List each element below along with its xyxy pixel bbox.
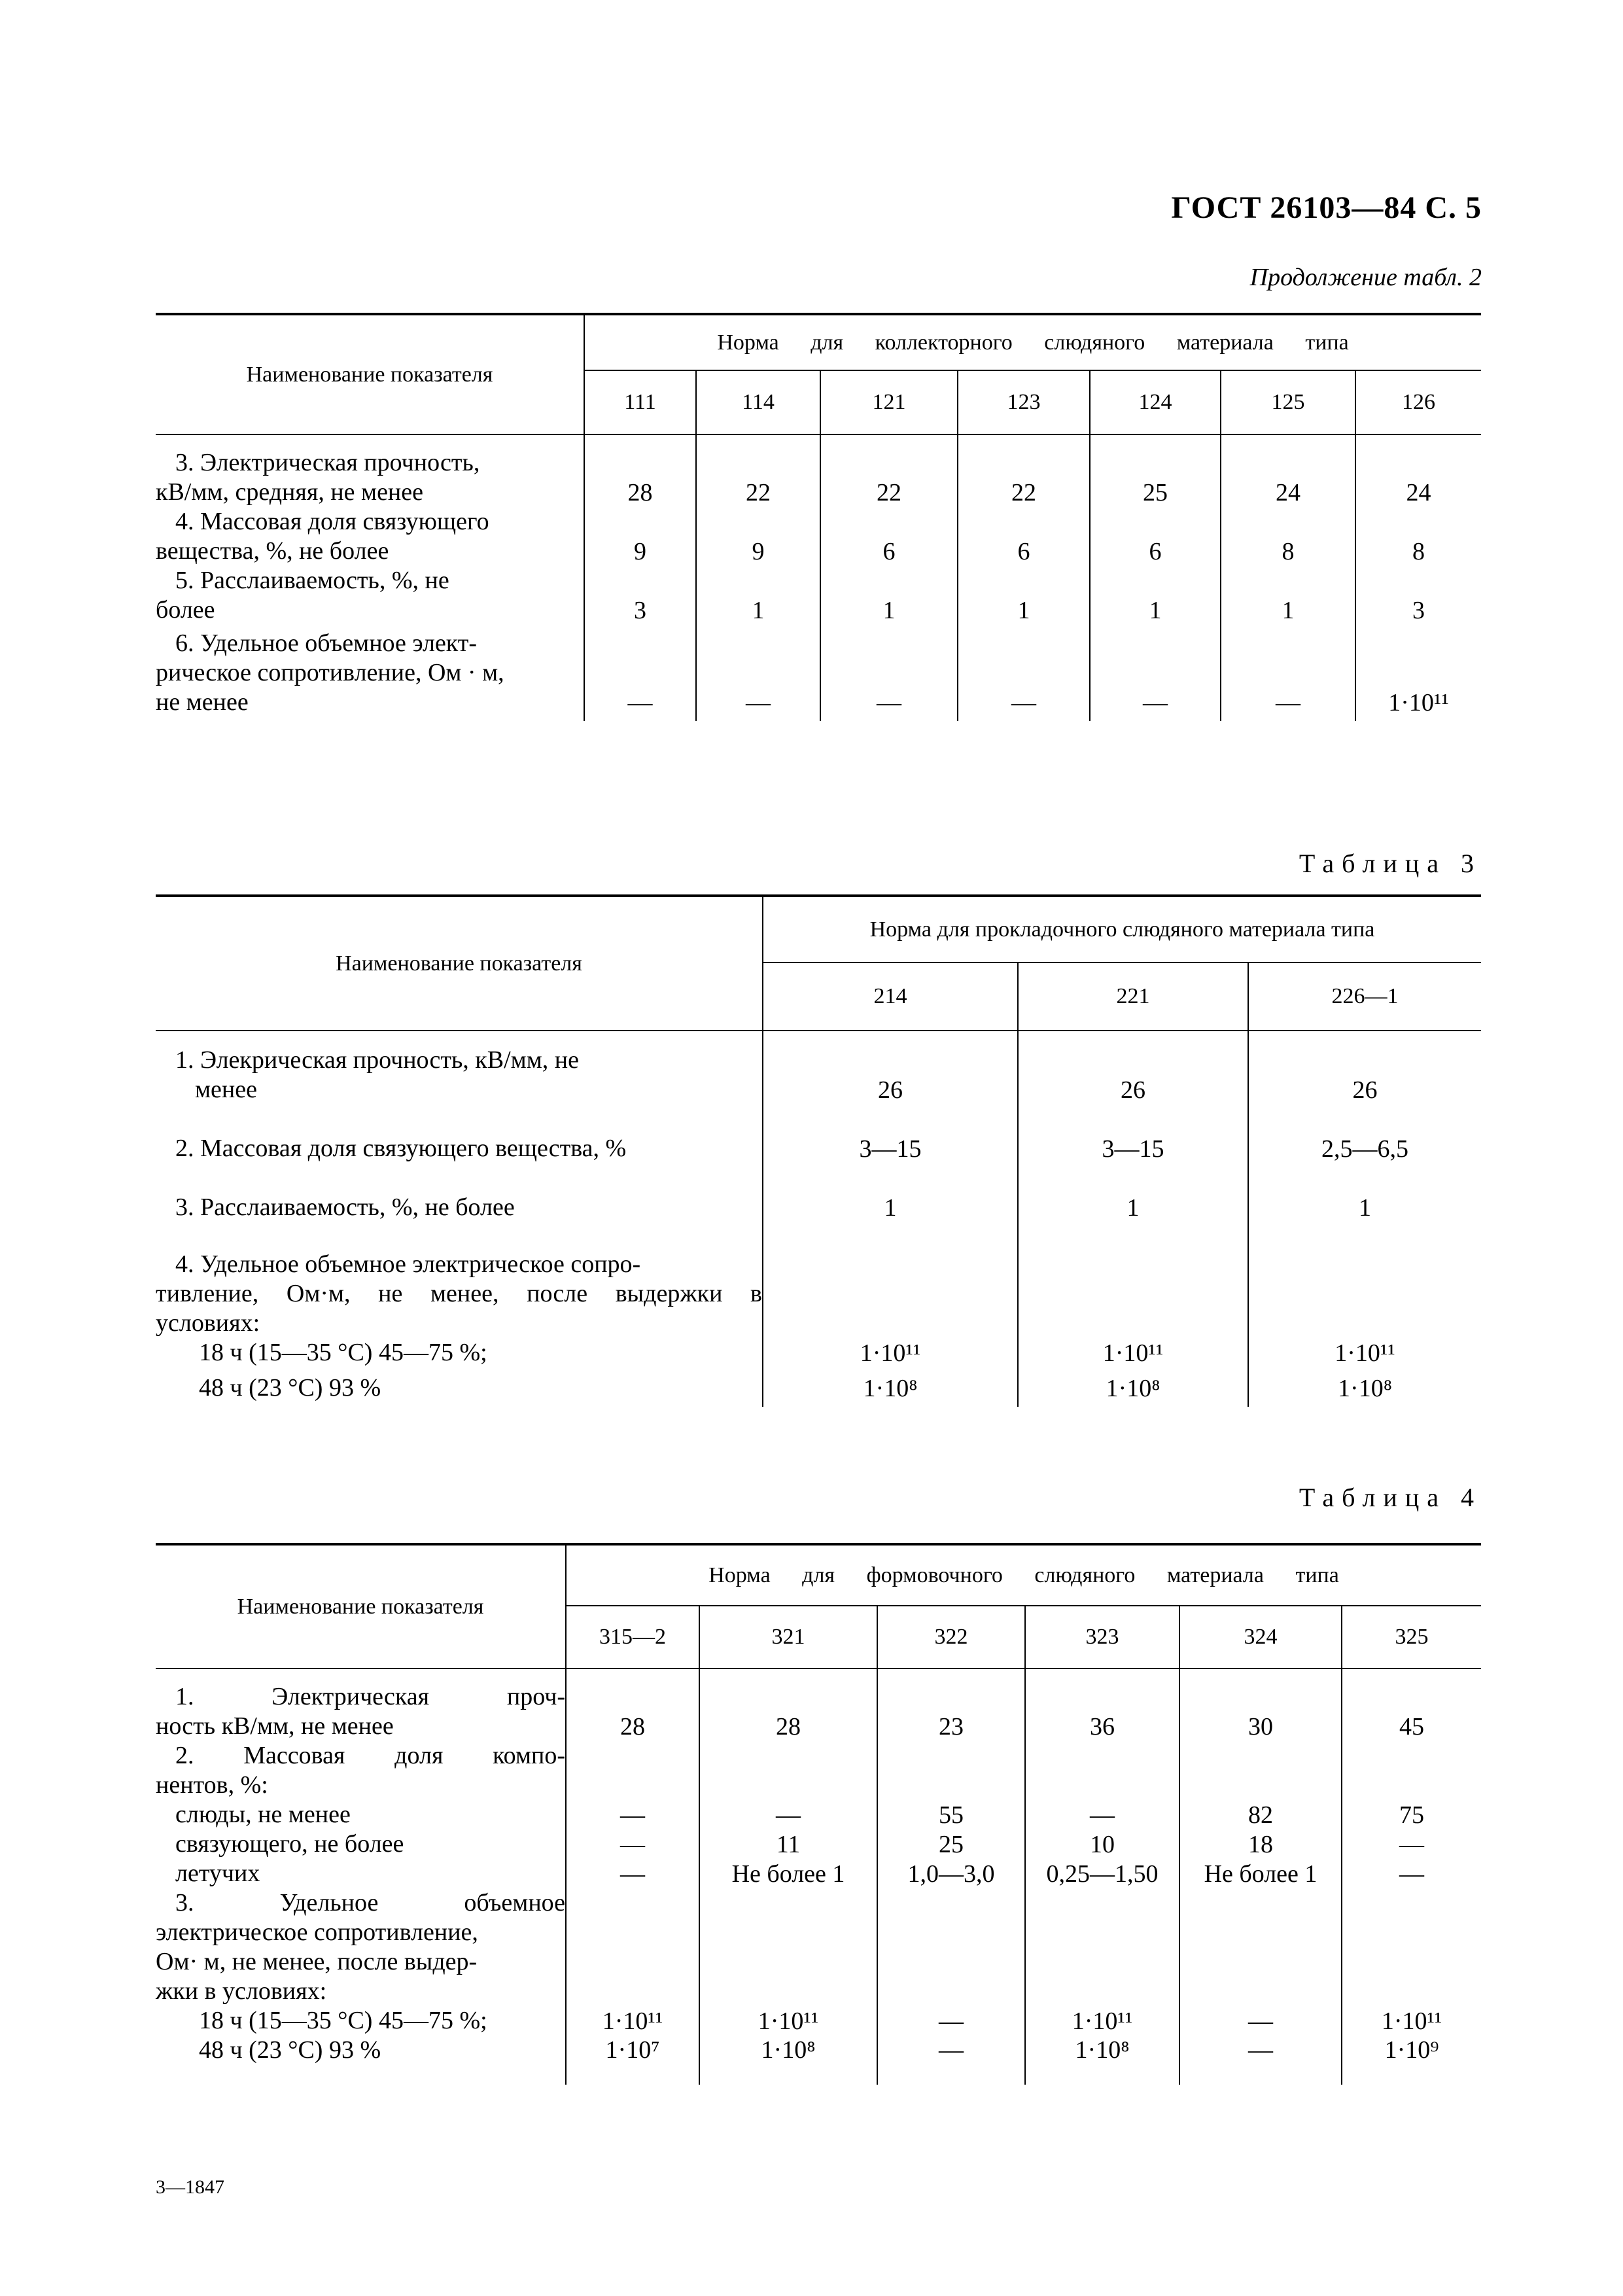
table-cell: 6 xyxy=(958,507,1090,566)
table-cell: 1 xyxy=(1221,566,1355,625)
row-name-line: жки в условиях: xyxy=(156,1977,327,2005)
row-name-line: не менее xyxy=(156,688,249,716)
table-cell xyxy=(1342,1888,1481,2006)
row-name-line: электрическое сопротивление, xyxy=(156,1918,478,1946)
table-cell xyxy=(763,1222,1018,1338)
table-4-col-header: 321 xyxy=(699,1606,877,1669)
table-cell: — xyxy=(1342,1859,1481,1888)
table-cell: 1·10⁷ xyxy=(566,2036,699,2085)
table-cell xyxy=(1025,1888,1179,2006)
table-cell: — xyxy=(1025,1800,1179,1829)
table-cell: — xyxy=(1179,2036,1342,2085)
table-cell: 75 xyxy=(1342,1800,1481,1829)
table-cell: 3 xyxy=(1355,566,1481,625)
row-name-line: Ом· м, не менее, после выдер- xyxy=(156,1948,478,1975)
table-cell xyxy=(877,1888,1025,2006)
table-cell: 8 xyxy=(1221,507,1355,566)
table-4-label: Таблица 4 xyxy=(1299,1483,1482,1512)
row-name-line: условиях: xyxy=(156,1309,260,1337)
table-row xyxy=(156,1031,1481,1104)
table-cell: 1·10¹¹ xyxy=(1355,625,1481,721)
table-cell: 28 xyxy=(699,1669,877,1741)
table-cell: — xyxy=(699,1800,877,1829)
row-name-line: 1. Электрическая проч- xyxy=(175,1683,565,1710)
table-cell: 6 xyxy=(1090,507,1221,566)
row-name-line: вещества, %, не более xyxy=(156,537,389,565)
table-row xyxy=(156,1829,1481,1859)
table-2-col-header: 124 xyxy=(1090,370,1221,434)
row-name-line: 18 ч (15—35 °С) 45—75 %; xyxy=(199,1339,487,1366)
table-cell: 1·10¹¹ xyxy=(1342,2006,1481,2036)
row-name-line: 4. Удельное объемное электрическое сопро- xyxy=(175,1250,641,1278)
table-cell: 1·10⁸ xyxy=(699,2036,877,2085)
table-2-col-header: 114 xyxy=(696,370,820,434)
row-name-line: 5. Расслаиваемость, %, не xyxy=(175,567,449,594)
table-cell: 1·10⁸ xyxy=(1248,1368,1481,1407)
table-cell: — xyxy=(1221,625,1355,721)
table-cell: 36 xyxy=(1025,1669,1179,1741)
table-cell xyxy=(1342,1741,1481,1800)
table-3-group-header: Норма для прокладочного слюдяного материала типа xyxy=(763,896,1481,963)
table-cell: 45 xyxy=(1342,1669,1481,1741)
table-cell: — xyxy=(584,625,696,721)
table-3-name-header: Наименование показателя xyxy=(156,896,763,1031)
table-2-col-header: 121 xyxy=(820,370,958,434)
table-cell: 1·10¹¹ xyxy=(699,2006,877,2036)
table-cell: 3 xyxy=(584,566,696,625)
table-cell: 1 xyxy=(696,566,820,625)
table-cell: 0,25—1,50 xyxy=(1025,1859,1179,1888)
table-row xyxy=(156,1163,1481,1222)
table-cell: — xyxy=(877,2036,1025,2085)
table-row xyxy=(156,625,1481,721)
table-row xyxy=(156,1669,1481,1741)
row-name-line: кВ/мм, средняя, не менее xyxy=(156,478,424,506)
table-2 xyxy=(156,313,1481,721)
table-row xyxy=(156,2036,1481,2085)
table-row xyxy=(156,1104,1481,1163)
page-header: ГОСТ 26103—84 С. 5 xyxy=(1171,190,1482,225)
table-cell: 26 xyxy=(763,1031,1018,1104)
row-name-line: рическое сопротивление, Ом · м, xyxy=(156,659,504,686)
table-3-col-header: 214 xyxy=(763,963,1018,1031)
table-cell: 1 xyxy=(820,566,958,625)
row-name-line: 2. Массовая доля связующего вещества, % xyxy=(175,1135,627,1162)
table-cell: 8 xyxy=(1355,507,1481,566)
table-cell xyxy=(1179,1741,1342,1800)
table-cell: — xyxy=(1179,2006,1342,2036)
table-cell: 1 xyxy=(1018,1163,1248,1222)
page-footer-code: 3—1847 xyxy=(156,2176,224,2198)
table-cell: 26 xyxy=(1248,1031,1481,1104)
table-2-col-header: 126 xyxy=(1355,370,1481,434)
table-row xyxy=(156,1888,1481,2006)
table-cell: 1,0—3,0 xyxy=(877,1859,1025,1888)
table-cell: 24 xyxy=(1355,434,1481,507)
row-name-line: 3. Расслаиваемость, %, не более xyxy=(175,1193,515,1221)
table-cell xyxy=(699,1888,877,2006)
table-cell xyxy=(1025,1741,1179,1800)
table-cell: 22 xyxy=(696,434,820,507)
table-2-col-header: 125 xyxy=(1221,370,1355,434)
table-cell: 22 xyxy=(820,434,958,507)
table-4 xyxy=(156,1543,1481,2085)
row-name-line: летучих xyxy=(175,1860,260,1887)
table-row xyxy=(156,1338,1481,1368)
table-cell: 82 xyxy=(1179,1800,1342,1829)
table-cell xyxy=(566,1888,699,2006)
table-cell: 1·10¹¹ xyxy=(1025,2006,1179,2036)
table-4-col-header: 322 xyxy=(877,1606,1025,1669)
row-name-line: связующего, не более xyxy=(175,1830,404,1858)
table-cell xyxy=(566,1741,699,1800)
table-cell: Не более 1 xyxy=(1179,1859,1342,1888)
table-cell xyxy=(1179,1888,1342,2006)
table-row xyxy=(156,1368,1481,1407)
table-cell: — xyxy=(566,1859,699,1888)
table-cell: 18 xyxy=(1179,1829,1342,1859)
table-cell: — xyxy=(696,625,820,721)
table-cell: — xyxy=(1090,625,1221,721)
table-cell: 6 xyxy=(820,507,958,566)
table-row xyxy=(156,434,1481,507)
table-4-name-header: Наименование показателя xyxy=(156,1544,566,1669)
table-3-col-header: 221 xyxy=(1018,963,1248,1031)
table-4-group-header: Норма для формовочного слюдяного материала типа xyxy=(566,1544,1481,1606)
table-cell: — xyxy=(820,625,958,721)
table-row xyxy=(156,566,1481,625)
table-cell: 1·10¹¹ xyxy=(1248,1338,1481,1368)
table-cell: 3—15 xyxy=(1018,1104,1248,1163)
row-name-line: 2. Массовая доля компо- xyxy=(175,1742,565,1769)
table-cell: 1 xyxy=(958,566,1090,625)
table-cell xyxy=(877,1741,1025,1800)
table-cell: 22 xyxy=(958,434,1090,507)
table-2-col-header: 111 xyxy=(584,370,696,434)
table-cell: 28 xyxy=(584,434,696,507)
row-name-line: 1. Элекрическая прочность, кВ/мм, не xyxy=(175,1046,579,1074)
row-name-line: нентов, %: xyxy=(156,1771,268,1799)
row-name-line: менее xyxy=(195,1076,257,1103)
table-cell: — xyxy=(877,2006,1025,2036)
table-cell: — xyxy=(1342,1829,1481,1859)
row-name-line: 18 ч (15—35 °С) 45—75 %; xyxy=(199,2007,487,2034)
table-2-group-header: Норма для коллекторного слюдяного материала типа xyxy=(584,314,1481,370)
row-name-line: 48 ч (23 °С) 93 % xyxy=(199,1374,381,1402)
table-cell: 1 xyxy=(1090,566,1221,625)
table-3 xyxy=(156,894,1481,1407)
table-cell: 1 xyxy=(1248,1163,1481,1222)
table-cell: Не более 1 xyxy=(699,1859,877,1888)
table-cell: 1·10¹¹ xyxy=(763,1338,1018,1368)
table-cell: 25 xyxy=(877,1829,1025,1859)
table-4-col-header: 315—2 xyxy=(566,1606,699,1669)
table-cell: — xyxy=(958,625,1090,721)
table-cell: 26 xyxy=(1018,1031,1248,1104)
table-cell: 1·10⁸ xyxy=(1018,1368,1248,1407)
table-cell: 24 xyxy=(1221,434,1355,507)
table-cell: 55 xyxy=(877,1800,1025,1829)
table-cell: 25 xyxy=(1090,434,1221,507)
table-row xyxy=(156,2006,1481,2036)
row-name-line: 3. Удельное объемное xyxy=(175,1889,565,1916)
table-row xyxy=(156,1859,1481,1888)
table-2-col-header: 123 xyxy=(958,370,1090,434)
table-cell: 1 xyxy=(763,1163,1018,1222)
row-name-line: слюды, не менее xyxy=(175,1801,351,1828)
table-cell: 2,5—6,5 xyxy=(1248,1104,1481,1163)
row-name-line: 6. Удельное объемное элект- xyxy=(175,629,478,657)
table-cell: 28 xyxy=(566,1669,699,1741)
row-name-line: 4. Массовая доля связующего xyxy=(175,508,489,535)
row-name-line: ность кВ/мм, не менее xyxy=(156,1712,394,1740)
table-cell xyxy=(1018,1222,1248,1338)
table-cell: 9 xyxy=(696,507,820,566)
table-row xyxy=(156,1222,1481,1338)
table-cell: 11 xyxy=(699,1829,877,1859)
table-4-col-header: 323 xyxy=(1025,1606,1179,1669)
table-continuation-label: Продолжение табл. 2 xyxy=(1249,264,1482,291)
row-name-line: более xyxy=(156,596,215,624)
table-cell xyxy=(699,1741,877,1800)
table-cell: 1·10¹¹ xyxy=(1018,1338,1248,1368)
table-4-col-header: 324 xyxy=(1179,1606,1342,1669)
table-2-name-header: Наименование показателя xyxy=(156,314,584,434)
table-3-col-header: 226—1 xyxy=(1248,963,1481,1031)
row-name-line: тивление, Ом·м, не менее, после выдержки в xyxy=(156,1280,762,1307)
table-cell: 3—15 xyxy=(763,1104,1018,1163)
table-row xyxy=(156,1741,1481,1800)
row-name-line: 3. Электрическая прочность, xyxy=(175,449,480,476)
table-cell: 1·10⁹ xyxy=(1342,2036,1481,2085)
table-cell: 30 xyxy=(1179,1669,1342,1741)
table-cell: 23 xyxy=(877,1669,1025,1741)
table-row xyxy=(156,1800,1481,1829)
table-cell xyxy=(1248,1222,1481,1338)
table-row xyxy=(156,507,1481,566)
row-name-line: 48 ч (23 °С) 93 % xyxy=(199,2036,381,2064)
table-4-col-header: 325 xyxy=(1342,1606,1481,1669)
table-cell: — xyxy=(566,1829,699,1859)
table-3-label: Таблица 3 xyxy=(1299,849,1482,878)
table-cell: 10 xyxy=(1025,1829,1179,1859)
table-cell: 1·10¹¹ xyxy=(566,2006,699,2036)
table-cell: — xyxy=(566,1800,699,1829)
table-cell: 9 xyxy=(584,507,696,566)
table-cell: 1·10⁸ xyxy=(1025,2036,1179,2085)
table-cell: 1·10⁸ xyxy=(763,1368,1018,1407)
